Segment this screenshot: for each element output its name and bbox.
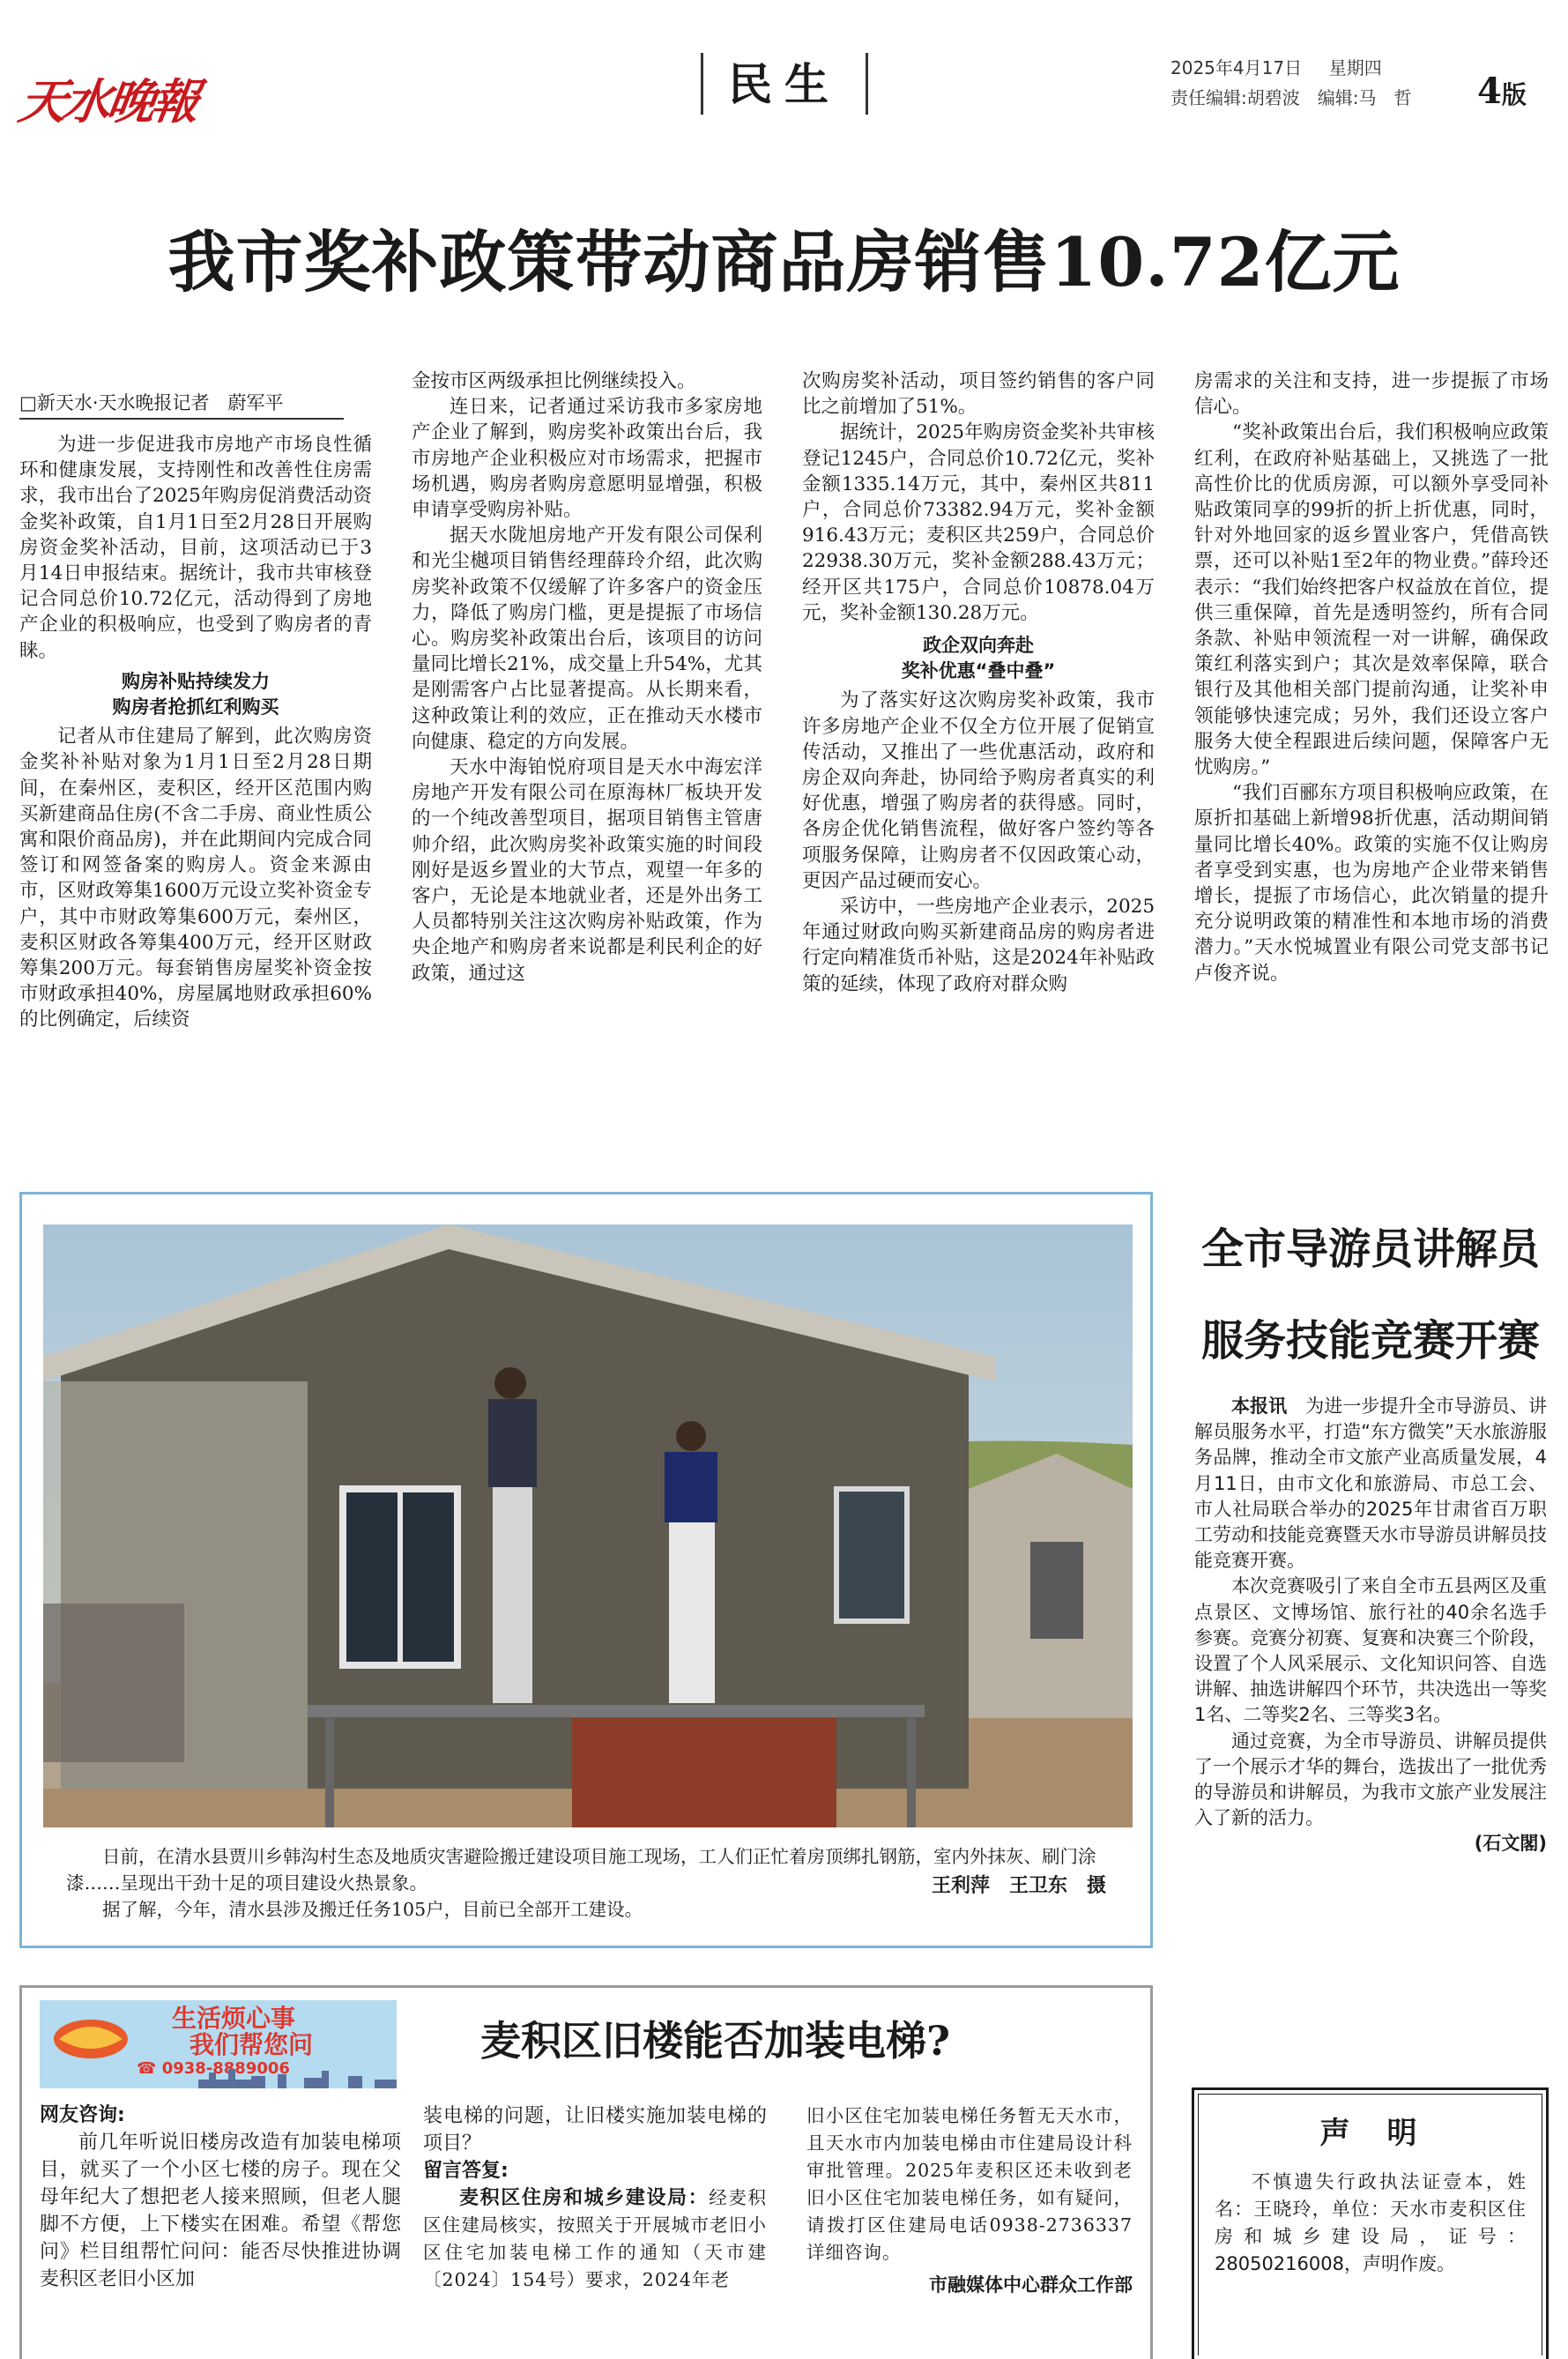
construction-scene-illustration (43, 1224, 1133, 1827)
answer-label: 留言答复: (423, 2160, 509, 2182)
notice-title: 声 明 (1319, 2116, 1421, 2151)
guide-article (1194, 1221, 1547, 1857)
issue-date: 2025年4月17日 (1170, 57, 1303, 78)
paragraph: 天水中海铂悦府项目是天水中海宏洋房地产开发有限公司在原海林厂板块开发的一个纯改善型项目，据项目销售主管唐帅介绍，此次购房奖补政策实施的时间段刚好是返乡置业的大节点，观望一年多的客户，无论是本地就业者，还是外出务工人员都特别关注这次购房补贴政策，作为央企地产和购房者来说都是利民利企的好政策，通过这 (412, 756, 762, 985)
main-column-4 (1194, 368, 1549, 986)
question-text: 前几年听说旧楼房改造有加装电梯项目，就买了一个小区七楼的房子。现在父母年纪大了想把老人接来照顾，但老人腿脚不方便，上下楼实在困难。希望《帮您问》栏目组帮忙问问：能否尽快推进协调麦积区老旧小区加 (40, 2132, 401, 2290)
subheading: 购房者抢抓红利购买 (112, 696, 279, 718)
paragraph: 采访中，一些房地产企业表示，2025年通过财政向购买新建商品房的购房者进行定向精准货币补贴，这是2024年补贴政策的延续，体现了政府对群众购 (802, 896, 1155, 995)
notice-box (1192, 2087, 1549, 2359)
caption-text: 日前，在清水县贾川乡韩沟村生态及地质灾害避险搬迁建设项目施工现场，工人们正忙着房顶绑扎钢筋，室内外抹灰、刷门涂漆……呈现出干劲十足的项目建设火热景象。 (66, 1846, 1096, 1894)
main-column-3 (802, 368, 1155, 997)
subheading: 奖补优惠“叠中叠” (901, 660, 1056, 682)
question-label: 网友咨询: (40, 2104, 125, 2126)
paragraph: 为了落实好这次购房奖补政策，我市许多房地产企业不仅全方位开展了促销宣传活动，又推出了一些优惠活动，政府和房企双向奔赴，协同给予购房者真实的利好优惠，增强了购房者的获得感。同时，各房企优化销售流程，做好客户签约等各项服务保障，让购房者不仅因政策心动，更因产品过硬而安心。 (802, 689, 1155, 892)
page-number: 4版 (1477, 71, 1527, 112)
help-title: 麦积区旧楼能否加装电梯? (480, 2017, 950, 2065)
subheading: 政企双向奔赴 (923, 635, 1034, 657)
banner-phone: ☎ 0938-8889006 (137, 2059, 290, 2078)
help-column-1 (40, 2102, 401, 2293)
paragraph: 本次竞赛吸引了来自全市五县两区及重点景区、文博场馆、旅行社的40余名选手参赛。竞赛分初赛、复赛和决赛三个阶段，设置了个人风采展示、文化知识问答、自选讲解、抽选讲解四个环节，共决选出一等奖1名、二等奖2名、三等奖3名。 (1194, 1575, 1547, 1726)
lead-label: 本报讯 (1231, 1395, 1288, 1417)
subheading: 购房补贴持续发力 (122, 670, 270, 692)
paragraph: 次购房奖补活动，项目签约销售的客户同比之前增加了51%。 (802, 370, 1155, 419)
paragraph: 金按市区两级承担比例继续投入。 (412, 370, 696, 392)
notice-text: 不慎遗失行政执法证壹本，姓名：王晓玲，单位：天水市麦积区住房和城乡建设局，证号：28050216008，声明作废。 (1215, 2171, 1526, 2274)
paragraph: “奖补政策出台后，我们积极响应政策红利，在政府补贴基础上，又挑选了一批高性价比的优质房源，可以额外享受同补贴政策同享的99折的折上折优惠，同时，针对外地回家的返乡置业客户，凭借高铁票，还可以补贴1至2年的物业费。”薛玲还表示：“我们始终把客户权益放在首位，提供三重保障，首先是透明签约，所有合同条款、补贴申领流程一对一讲解，确保政策红利落实到户；其次是效率保障，联合银行及其他相关部门提前沟通，让奖补申领能够快速完成；另外，我们还设立客户服务大使全程跟进后续问题，保障客户无忧购房。” (1194, 421, 1549, 779)
paragraph: 连日来，记者通过采访我市多家房地产企业了解到，购房奖补政策出台后，我市房地产企业积极应对市场需求，把握市场机遇，购房者购房意愿明显增强，积极申请享受购房补贴。 (412, 396, 762, 522)
department: 市融媒体中心群众工作部 (929, 2274, 1133, 2296)
weekday: 星期四 (1328, 57, 1382, 78)
photo-credit: 王利萍 王卫东 摄 (931, 1875, 1106, 1897)
help-banner (40, 2000, 397, 2088)
help-column-2 (423, 2102, 767, 2294)
help-column-3 (806, 2102, 1133, 2300)
handshake-icon (50, 2014, 131, 2060)
masthead (0, 0, 1568, 141)
newspaper-logo: 天水晚報 (15, 73, 200, 130)
question-text: 装电梯的问题，让旧楼实施加装电梯的项目？ (423, 2105, 767, 2154)
answer-text: 旧小区住宅加装电梯任务暂无天水市，且天水市内加装电梯由市住建局设计科审批管理。2025年麦积区还未收到老旧小区住宅加装电梯任务，如有疑问，请拨打区住建局电话0938-2736337详细咨询。 (806, 2105, 1133, 2263)
paragraph: 通过竞赛，为全市导游员、讲解员提供了一个展示才华的舞台，选拔出了一批优秀的导游员和讲解员，为我市文旅产业发展注入了新的活力。 (1194, 1730, 1547, 1829)
paragraph: 据统计，2025年购房资金奖补共审核登记1245户，合同总价10.72亿元，奖补金额1335.14万元，其中，秦州区共811户，合同总价73382.94万元，奖补金额916.43万元；麦积区共259户，合同总价22938.30万元，奖补金额288.43万元；经开区共175户，合同总价10878.04万元，奖补金额130.28万元。 (802, 421, 1155, 624)
worker-figure (665, 1421, 717, 1703)
construction-photo (43, 1224, 1133, 1827)
banner-line2: 我们帮您问 (189, 2030, 314, 2059)
photo-box (19, 1192, 1153, 1948)
city-skyline-icon (198, 2067, 397, 2088)
banner-line1: 生活烦心事 (172, 2004, 296, 2033)
paragraph: “我们百郦东方项目积极响应政策，在原折扣基础上新增98折优惠，活动期间销量同比增长40%。政策的实施不仅让购房者享受到实惠，也为房地产企业带来销售增长，提振了市场信心，此次销量的提升充分说明政策的精准性和本地市场的消费潜力。”天水悦城置业有限公司党支部书记卢俊齐说。 (1194, 782, 1549, 985)
paragraph: 为进一步促进我市房地产市场良性循环和健康发展，支持刚性和改善性住房需求，我市出台了2025年购房促消费活动资金奖补政策，自1月1日至2月28日开展购房资金奖补活动，目前，这项活动已于3月14日申报结束。据统计，我市共审核登记合同总价10.72亿元，活动得到了房地产企业的积极响应，也受到了购房者的青睐。 (19, 434, 372, 662)
headline: 我市奖补政策带动商品房销售10.72亿元 (167, 223, 1401, 301)
answer-text: 麦积区住房和城乡建设局：经麦积区住建局核实，按照关于开展城市老旧小区住宅加装电梯工作的通知（天市建〔2024〕154号）要求，2024年老 (423, 2187, 767, 2290)
byline: □新天水·天水晚报记者 蔚军平 (19, 390, 344, 420)
section-title: 民生 (728, 58, 841, 110)
paragraph: 本报讯 为进一步提升全市导游员、讲解员服务水平，打造“东方微笑”天水旅游服务品牌，推动全市文旅产业高质量发展，4月11日，由市文化和旅游局、市总工会、市人社局联合举办的2025年甘肃省百万职工劳动和技能竞赛暨天水市导游员讲解员技能竞赛开赛。 (1194, 1395, 1547, 1572)
paragraph: 据天水陇旭房地产开发有限公司保利和光尘樾项目销售经理薛玲介绍，此次购房奖补政策不仅缓解了许多客户的资金压力，降低了购房门槛，更是提振了市场信心。购房奖补政策出台后，该项目的访问量同比增长21%，成交量上升54%，尤其是刚需客户占比显著提高。从长期来看，这种政策让利的效应，正在推动天水楼市向健康、稳定的方向发展。 (412, 525, 762, 753)
paragraph: 记者从市住建局了解到，此次购房资金奖补补贴对象为1月1日至2月28日期间，在秦州区，麦积区，经开区范围内购买新建商品住房(不含二手房、商业性质公寓和限价商品房)，并在此期间内完成合同签订和网签备案的购房人。资金来源由市，区财政筹集1600万元设立奖补资金专户，其中市财政筹集600万元，秦州区，麦积区财政各筹集400万元，经开区财政筹集200万元。每套销售房屋奖补资金按市财政承担40%，房屋属地财政承担60%的比例确定，后续资 (19, 726, 372, 1031)
guide-title: 全市导游员讲解员 服务技能竞赛开赛 (1200, 1224, 1540, 1366)
author: (石文閣) (1474, 1833, 1547, 1855)
main-column-2 (412, 368, 762, 986)
caption-text: 据了解，今年，清水县涉及搬迁任务105户，目前已全部开工建设。 (102, 1899, 643, 1920)
help-box (19, 1985, 1153, 2359)
main-column-1 (19, 432, 372, 1033)
worker-figure (488, 1367, 537, 1703)
paragraph: 房需求的关注和支持，进一步提振了市场信心。 (1194, 370, 1549, 419)
editors: 责任编辑:胡碧波 编辑:马 哲 (1170, 87, 1412, 108)
